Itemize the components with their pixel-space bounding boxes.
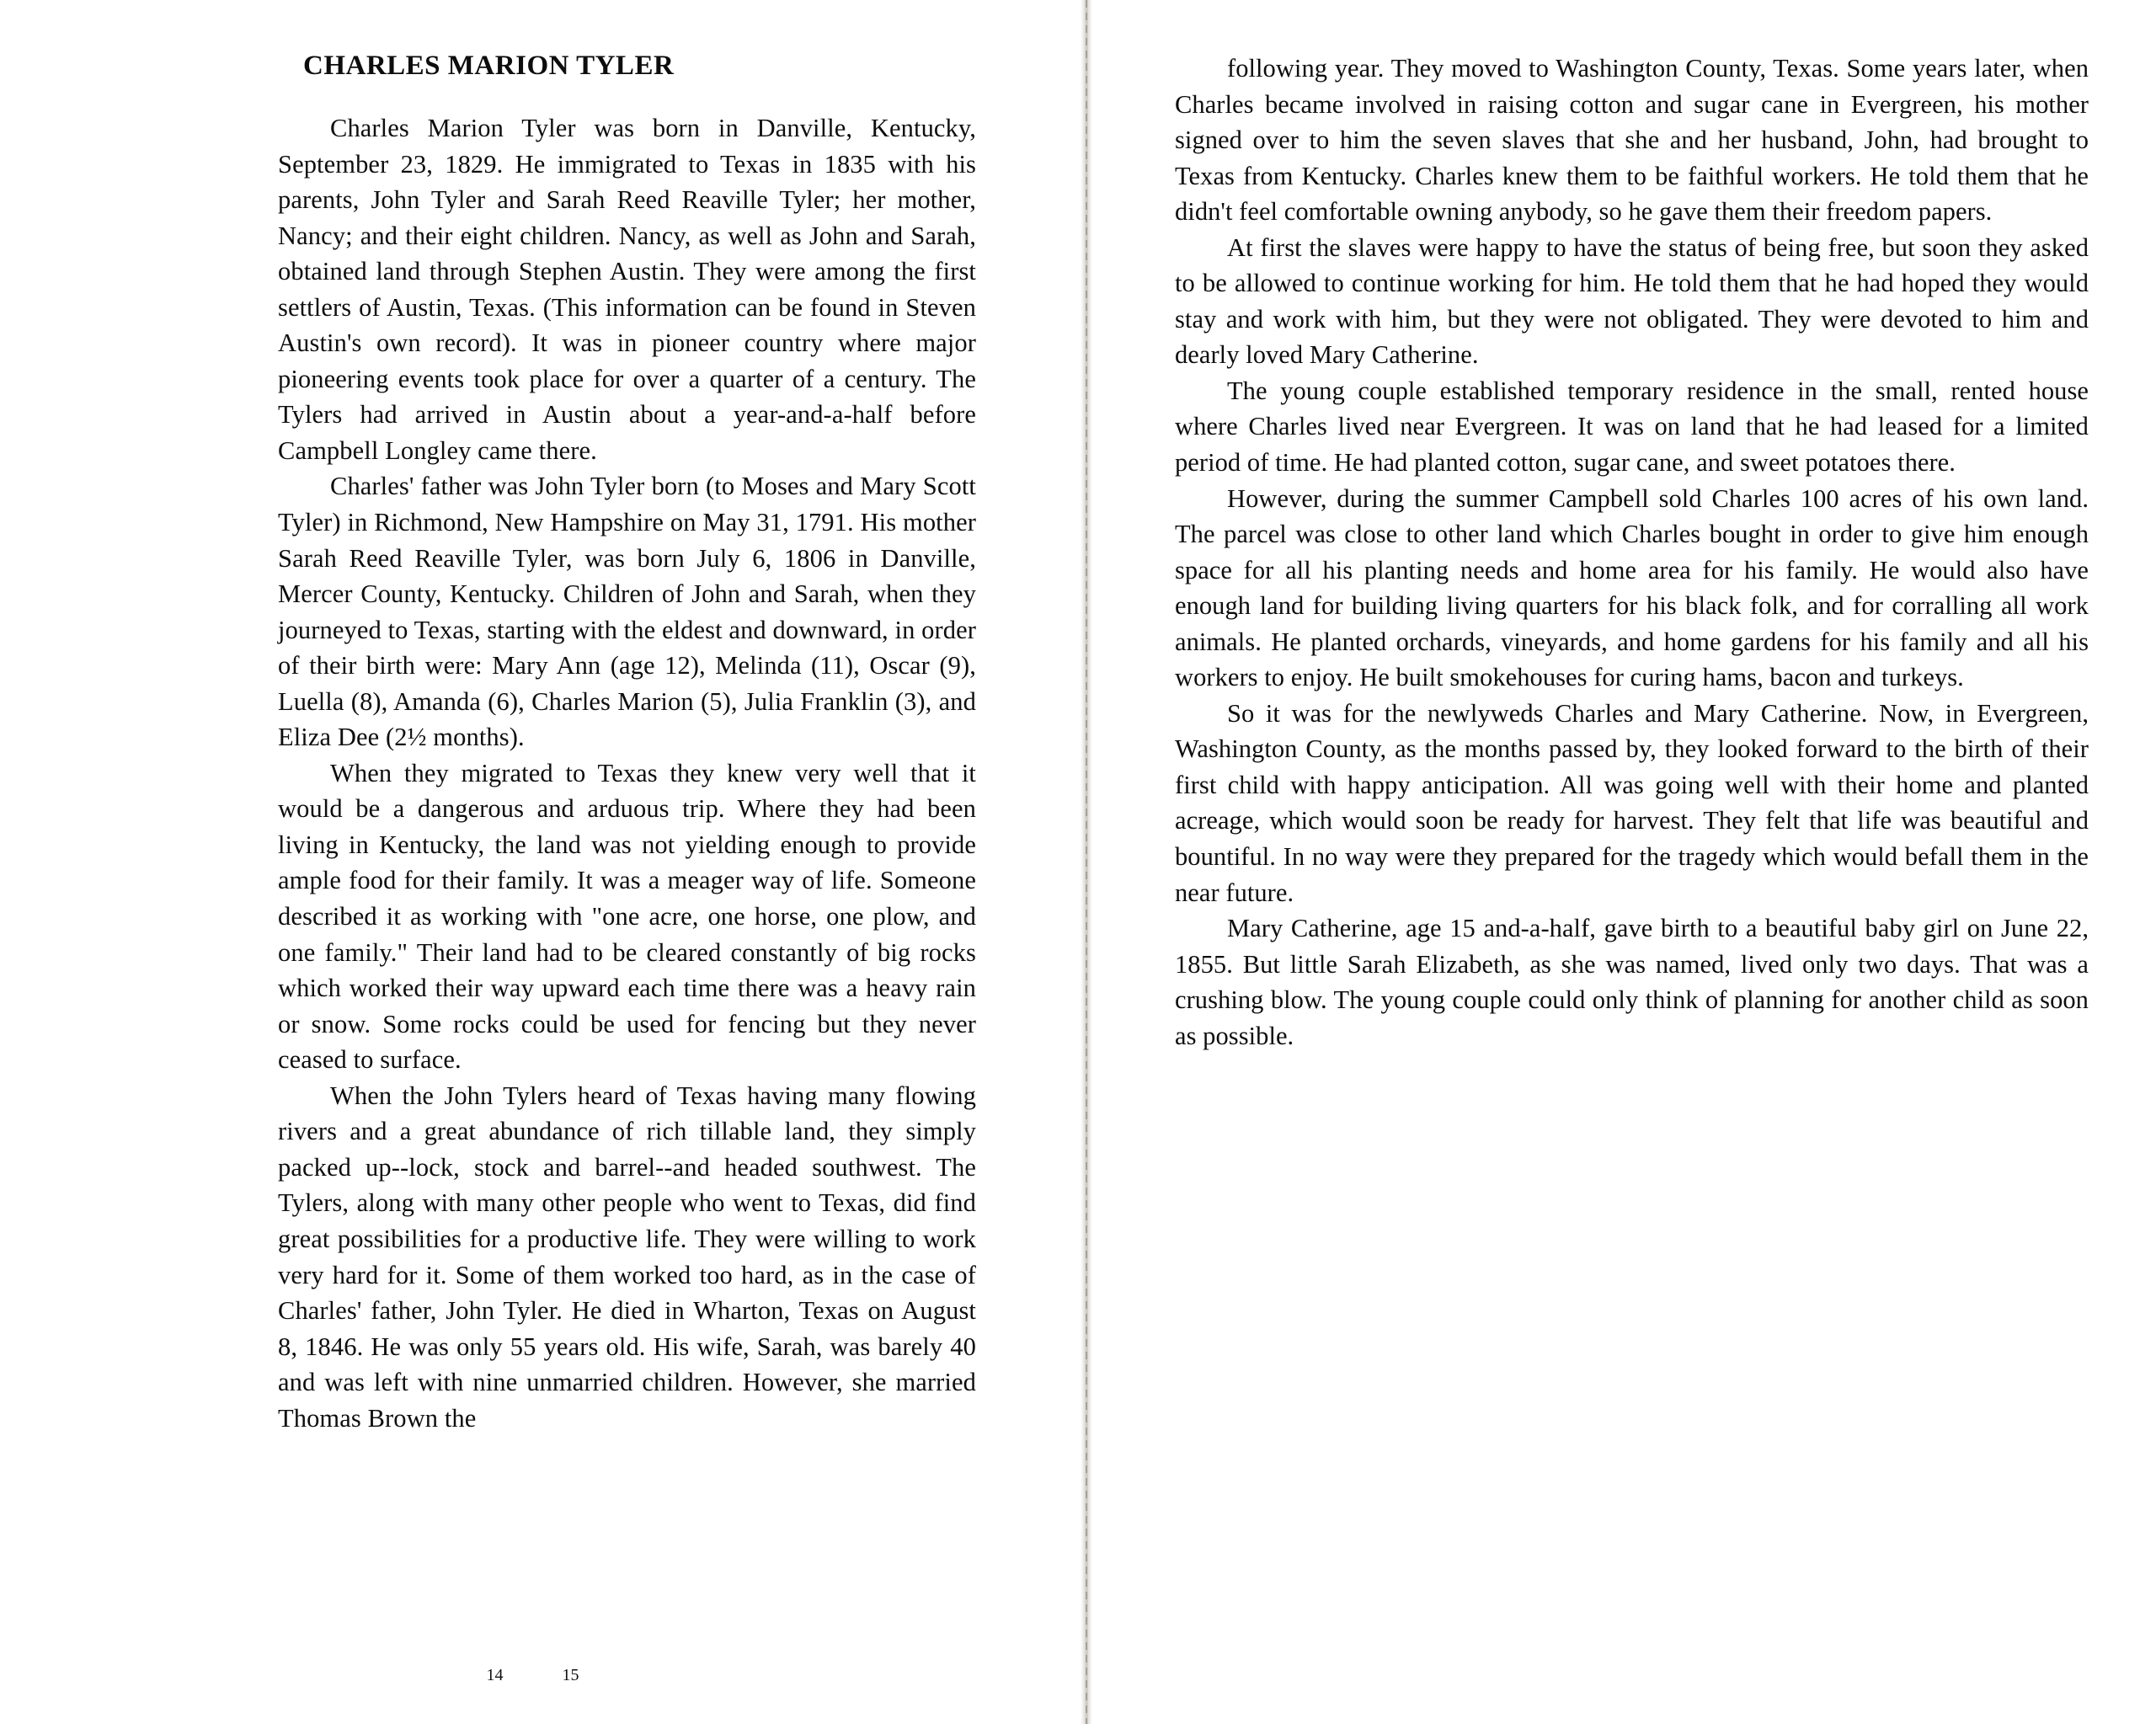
page-number-left: 14: [486, 1666, 504, 1684]
page-number-right: 15: [562, 1666, 579, 1684]
paragraph: The young couple established temporary residence in the small, rented house where Charles lived near Evergreen. It was on land that he had leased for a limited period of time. He had planted cotton, sugar cane, and sweet potatoes there.: [1175, 376, 2089, 478]
paragraph: When they migrated to Texas they knew very well that it would be a dangerous and arduous trip. Where they had been living in Kentucky, the land was not yielding enough to provide ample food for their family. It was a meager way of life. Someone described it as working with "one acre, one horse, one plow, and one family." Their land had to be cleared constantly of big rocks which worked their way upward each time there was a heavy rain or snow. Some rocks could be used for fencing but they never ceased to surface.: [278, 758, 976, 1075]
paragraph: Charles' father was John Tyler born (to Moses and Mary Scott Tyler) in Richmond, New Hampshire on May 31, 1791. His mother Sarah Reed Reaville Tyler, was born July 6, 1806 in Danville, Mercer County, Kentucky. Children of John and Sarah, when they journeyed to Texas, starting with the eldest and downward, in order of their birth were: Mary Ann (age 12), Melinda (11), Oscar (9), Luella (8), Amanda (6), Charles Marion (5), Julia Franklin (3), and Eliza Dee (2½ months).: [278, 472, 976, 752]
paragraph: However, during the summer Campbell sold Charles 100 acres of his own land. The parcel was close to other land which Charles bought in order to give him enough space for all his planting needs and home area for his family. He would also have enough land for building living quarters for his black folk, and for corralling all work animals. He planted orchards, vineyards, and home gardens for his family and all his workers to enjoy. He built smokehouses for curing hams, bacon and turkeys.: [1175, 483, 2089, 692]
paragraph: Charles Marion Tyler was born in Danville, Kentucky, September 23, 1829. He immigrated to Texas in 1835 with his parents, John Tyler and Sarah Reed Reaville Tyler; her mother, Nancy; and their eight children. Nancy, as well as John and Sarah, obtained land through Stephen Austin. They were among the first settlers of Austin, Texas. (This information can be found in Steven Austin's own record). It was in pioneer country where major pioneering events took place for over a quarter of a century. The Tylers had arrived in Austin about a year-and-a-half before Campbell Longley came there.: [278, 114, 976, 465]
paragraph: following year. They moved to Washington County, Texas. Some years later, when Charles became involved in raising cotton and sugar cane in Evergreen, his mother signed over to him the seven slaves that she and her husband, John, had brought to Texas from Kentucky. Charles knew them to be faithful workers. He told them that he didn't feel comfortable owning anybody, so he gave them their freedom papers.: [1175, 54, 2089, 227]
page-right: [1082, 0, 2156, 1724]
paragraph: Mary Catherine, age 15 and-a-half, gave birth to a beautiful baby girl on June 22, 1855. But little Sarah Elizabeth, as she was named, lived only two days. That was a crushing blow. The young couple could only think of planning for another child as soon as possible.: [1175, 914, 2089, 1050]
paragraph: So it was for the newlyweds Charles and Mary Catherine. Now, in Evergreen, Washington County, as the months passed by, they looked forward to the birth of their first child with happy anticipation. All was going well with their home and planted acreage, which would soon be ready for harvest. They felt that life was beautiful and bountiful. In no way were they prepared for the tragedy which would befall them in the near future.: [1175, 698, 2089, 907]
page-title: CHARLES MARION TYLER: [303, 51, 675, 81]
paragraph: When the John Tylers heard of Texas having many flowing rivers and a great abundance of rich tillable land, they simply packed up--lock, stock and barrel--and headed southwest. The Tylers, along with many other people who went to Texas, did find great possibilities for a productive life. They were willing to work very hard for it. Some of them worked too hard, as in the case of Charles' father, John Tyler. He died in Wharton, Texas on August 8, 1846. He was only 55 years old. His wife, Sarah, was barely 40 and was left with nine unmarried children. However, she married Thomas Brown the: [278, 1081, 976, 1433]
paragraph: At first the slaves were happy to have the status of being free, but soon they asked to be allowed to continue working for him. He told them that he had hoped they would stay and work with him, but they were not obligated. They were devoted to him and dearly loved Mary Catherine.: [1175, 232, 2089, 370]
